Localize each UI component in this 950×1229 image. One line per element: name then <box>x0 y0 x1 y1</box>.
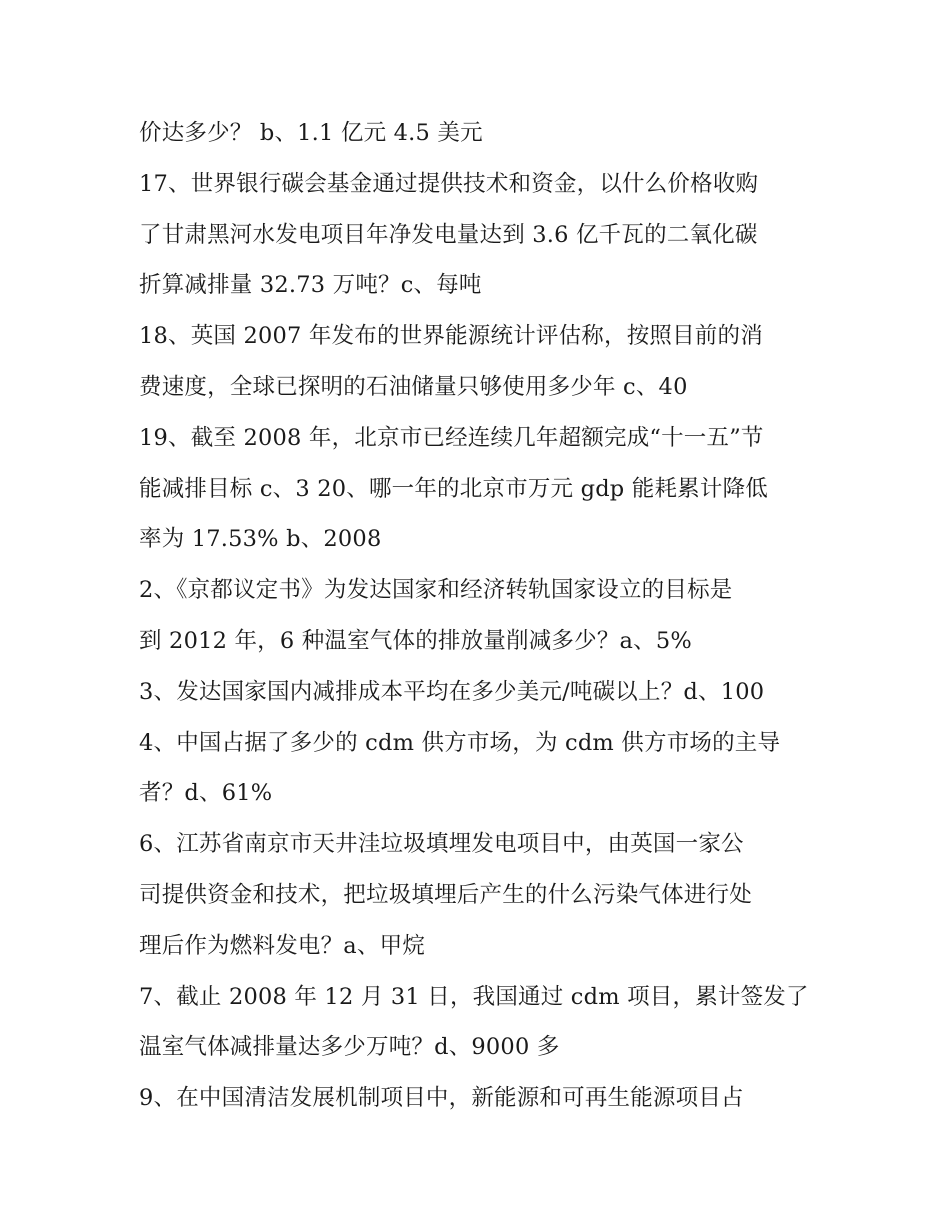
text-line: 18、英国 2007 年发布的世界能源统计评估称，按照目前的消 <box>139 323 763 350</box>
text-line: 9、在中国清洁发展机制项目中，新能源和可再生能源项目占 <box>139 1085 744 1112</box>
text-line: 6、江苏省南京市天井洼垃圾填埋发电项目中，由英国一家公 <box>139 831 744 858</box>
text-line: 2、《京都议定书》为发达国家和经济转轨国家设立的目标是 <box>139 577 733 604</box>
text-line: 率为 17.53% b、2008 <box>139 526 382 553</box>
text-line: 折算减排量 32.73 万吨？c、每吨 <box>139 272 482 299</box>
text-line: 价达多少？ b、1.1 亿元 4.5 美元 <box>139 120 483 146</box>
text-line: 能减排目标 c、3 20、哪一年的北京市万元 gdp 能耗累计降低 <box>139 475 768 502</box>
text-line: 到 2012 年，6 种温室气体的排放量削减多少？a、5% <box>139 627 692 654</box>
text-line: 理后作为燃料发电？a、甲烷 <box>139 932 426 959</box>
text-line: 17、世界银行碳会基金通过提供技术和资金，以什么价格收购 <box>139 170 759 197</box>
text-line: 温室气体减排量达多少万吨？d、9000 多 <box>139 1034 560 1061</box>
text-line: 者？d、61% <box>139 780 273 807</box>
text-line: 7、截止 2008 年 12 月 31 日，我国通过 cdm 项目，累计签发了 <box>139 983 809 1010</box>
text-line: 4、中国占据了多少的 cdm 供方市场，为 cdm 供方市场的主导 <box>139 729 781 756</box>
text-line: 19、截至 2008 年，北京市已经连续几年超额完成“十一五”节 <box>139 424 764 451</box>
text-line: 司提供资金和技术，把垃圾填埋后产生的什么污染气体进行处 <box>139 881 752 908</box>
document-body <box>139 108 829 1124</box>
text-line: 费速度，全球已探明的石油储量只够使用多少年 c、40 <box>139 373 688 400</box>
text-line: 了甘肃黑河水发电项目年净发电量达到 3.6 亿千瓦的二氧化碳 <box>139 221 758 248</box>
text-line: 3、发达国家国内减排成本平均在多少美元/吨碳以上？d、100 <box>139 678 765 705</box>
